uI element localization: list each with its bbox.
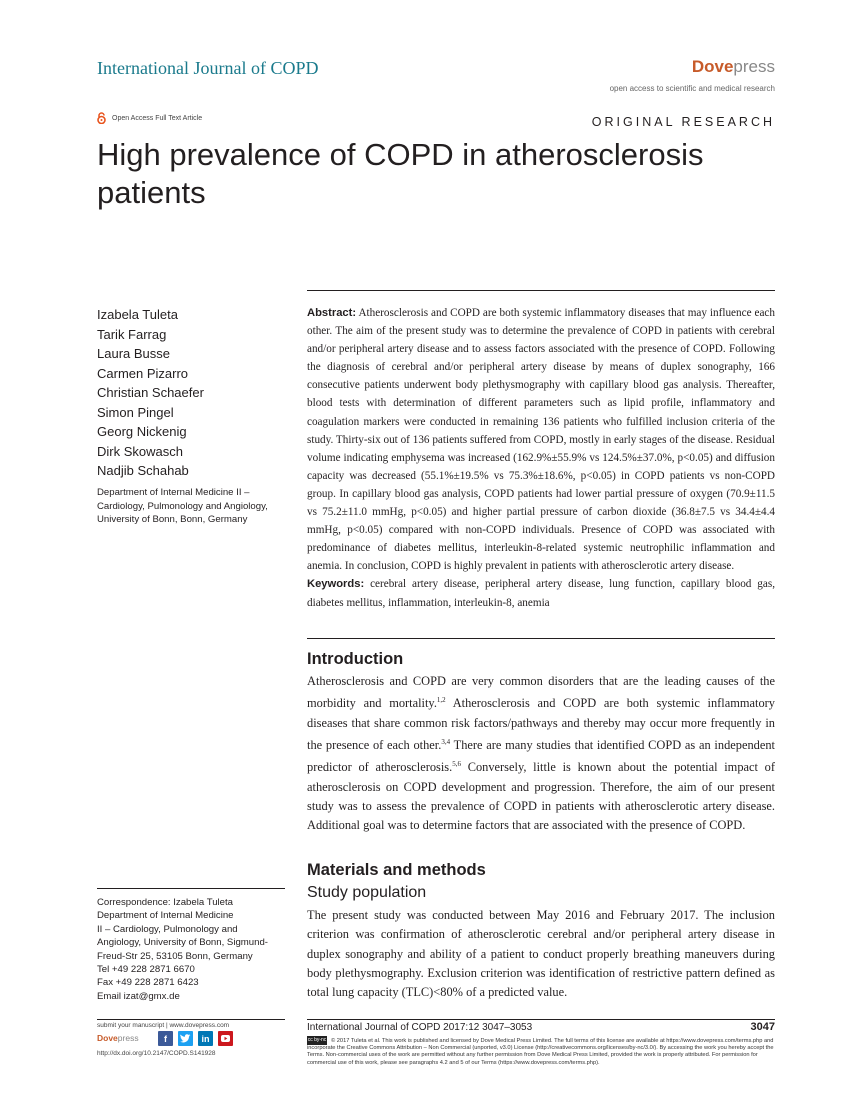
page-number: 3047	[750, 1021, 775, 1033]
journal-citation: International Journal of COPD 2017:12 3047–3053	[307, 1022, 533, 1033]
author: Carmen Pizarro	[97, 365, 189, 381]
linkedin-icon[interactable]: in	[198, 1031, 213, 1046]
brand-dove: Dove	[691, 57, 734, 76]
footer-brand-dove: Dove	[97, 1033, 118, 1043]
author: Izabela Tuleta	[97, 307, 178, 322]
author: Laura Busse	[97, 346, 170, 361]
author: Georg Nickenig	[97, 424, 187, 439]
author: Tarik Farrag	[97, 326, 167, 342]
license-text	[307, 1036, 775, 1067]
correspondence-line: Department of Internal Medicine	[97, 910, 234, 922]
dovepress-logo[interactable]	[692, 57, 775, 77]
methods-heading: Materials and methods	[307, 861, 486, 879]
abstract-top-rule	[307, 290, 775, 291]
keywords-text: cerebral artery disease, peripheral artery disease, lung function, capillary blood gas, diabetes mellitus, inflammation, interleukin-8, anemia	[307, 578, 775, 609]
citation-ref[interactable]: 5,6	[452, 760, 461, 769]
abstract	[307, 304, 775, 612]
correspondence-line: Freud-Str 25, 53105 Bonn, Germany	[97, 950, 253, 962]
brand-press: press	[733, 57, 775, 76]
introduction-text	[307, 672, 775, 836]
footer-rule-left	[97, 1019, 285, 1020]
twitter-icon[interactable]	[178, 1031, 193, 1046]
intro-sentence: Atherosclerosis and COPD are very common disorders that are the leading causes of the morbidity and mortality.	[307, 674, 775, 711]
author: Christian Schaefer	[97, 385, 204, 400]
correspondence-line: Correspondence: Izabela Tuleta	[97, 897, 233, 908]
author-list	[97, 305, 297, 481]
correspondence-line: Fax +49 228 2871 6423	[97, 977, 199, 989]
footer-dovepress-logo[interactable]	[97, 1033, 139, 1043]
affiliation: Department of Internal Medicine II – Cardiology, Pulmonology and Angiology, University of Bonn, Bonn, Germany	[97, 487, 268, 525]
intro-sentence: Conversely, little is known about the potential impact of atherosclerosis on COPD development and progression. Therefore, the aim of our present study was to assess the prevalence of COPD in patients with atherosclerotic artery disease. Additional goal was to determine factors that are associated with the presence of COPD.	[307, 760, 776, 833]
submit-manuscript-link[interactable]: submit your manuscript | www.dovepress.com	[97, 1022, 230, 1029]
correspondence-line: II – Cardiology, Pulmonology and	[97, 923, 238, 935]
correspondence	[97, 896, 287, 1003]
abstract-text: Atherosclerosis and COPD are both systemic inflammatory diseases that may influence each other. The aim of the present study was to determine the prevalence of COPD in patients with cerebral and/or peripheral artery disease and to assess factors associated with the presence of COPD. Following the diagnosis of cerebral and/or peripheral artery disease by means of duplex sonography, 166 consecutive patients underwent body plethysmography with capillary blood gas analysis. Thereafter, blood tests with determination of different parameters such as lipid profile, inflammatory and coagulation markers were conducted in remaining 136 patients who fulfilled inclusion criteria of the study. Thirty-six out of 136 patients suffered from COPD, mostly in early stages of the disease. Residual volume indicating emphysema was increased (162.9%±55.9% vs 124.5%±37.0%, p<0.05) and diffusion capacity was decreased (55.1%±19.5% vs 75.3%±18.6%, p<0.05) in COPD patients vs non-COPD group. In capillary blood gas analysis, COPD patients had lower partial pressure of oxygen (70.9±11.5 vs 75.2±11.0 mmHg, p<0.05) and higher partial pressure of carbon dioxide (36.8±7.5 vs 34.4±4.4 mmHg, p<0.05) compared with non-COPD individuals. Presence of COPD was associated with predominance of diabetes mellitus, interleukin-8-related systemic neutrophilic inflammation and anemia. In conclusion, COPD is highly prevalent in patients with atherosclerotic artery disease.	[307, 307, 775, 573]
youtube-icon[interactable]	[218, 1031, 233, 1046]
tagline: open access to scientific and medical research	[609, 84, 775, 93]
social-links	[158, 1031, 233, 1046]
intro-sentence: Atherosclerosis and COPD are both systemic inflammatory diseases that share common risk factors/pathways and thereby may occur more frequently in the presence of each other.	[307, 696, 775, 753]
keywords-label: Keywords:	[307, 578, 365, 591]
open-access-lock-icon	[97, 112, 106, 124]
citation-ref[interactable]: 3,4	[441, 738, 451, 747]
creative-commons-icon[interactable]: cc by-nc	[307, 1037, 327, 1043]
intro-sentence: There are many studies that identified COPD as an independent predictor of atherosclerosis.	[307, 738, 775, 775]
author: Nadjib Schahab	[97, 463, 189, 478]
doi-link[interactable]: http://dx.doi.org/10.2147/COPD.S141928	[97, 1050, 216, 1057]
footer-rule-right	[307, 1019, 775, 1020]
correspondence-email[interactable]: Email izat@gmx.de	[97, 990, 180, 1002]
author: Dirk Skowasch	[97, 443, 183, 459]
journal-name[interactable]: International Journal of COPD	[97, 58, 319, 78]
introduction-heading: Introduction	[307, 650, 404, 668]
license-statement: © 2017 Tuleta et al. This work is published and licensed by Dove Medical Press Limited. The full terms of this license are available at https://www.dovepress.com/terms.php and incorporate the Creative Commons Attribution – Non Commercial (unported, v3.0) License (http://creativecommons.org/licenses/by-nc/3.0/). By accessing the work you hereby accept the Terms. Non-commercial uses of the work are permitted without any further permission from Dove Medical Press Limited, provided the work is properly attributed. For permission for commercial use of this work, please see paragraphs 4.2 and 5 of our Terms (https://www.dovepress.com/terms.php).	[307, 1038, 774, 1066]
article-title: High prevalence of COPD in atherosclerosis patients	[97, 137, 704, 210]
citation-ref[interactable]: 1,2	[436, 696, 446, 705]
correspondence-line: Tel +49 228 2871 6670	[97, 964, 195, 976]
correspondence-line: Angiology, University of Bonn, Sigmund-	[97, 937, 268, 949]
abstract-bottom-rule	[307, 638, 775, 639]
section-label: ORIGINAL RESEARCH	[591, 115, 775, 129]
open-access-label	[97, 112, 202, 124]
abstract-label: Abstract:	[307, 307, 357, 319]
footer-brand-press: press	[117, 1033, 139, 1043]
facebook-icon[interactable]: f	[158, 1031, 173, 1046]
study-population-text: The present study was conducted between May 2016 and February 2017. The inclusion criterion was confirmation of atherosclerotic cerebral and/or peripheral artery disease in duplex sonography and ability of a patient to conduct properly breathing maneuvers during body plethysmography. Exclusion criterion was identification of restrictive pattern defined as total lung capacity (TLC)<80% of a predicted value.	[307, 908, 775, 1000]
open-access-text: Open Access Full Text Article	[112, 114, 203, 122]
study-population-heading: Study population	[307, 884, 427, 901]
correspondence-rule	[97, 888, 285, 889]
author: Simon Pingel	[97, 404, 174, 420]
